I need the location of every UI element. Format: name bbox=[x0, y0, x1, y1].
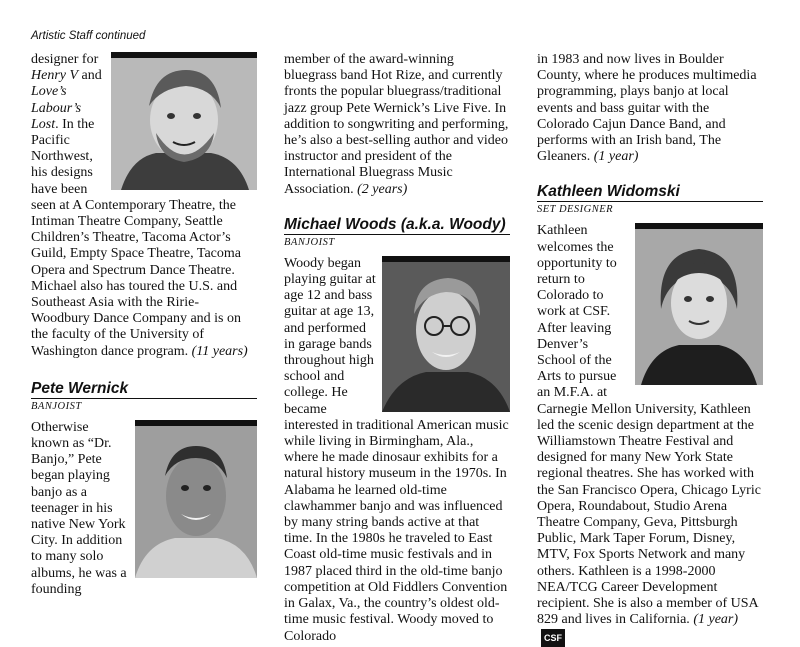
running-head: Artistic Staff continued bbox=[31, 30, 146, 42]
woods-tenure: (1 year) bbox=[593, 149, 639, 165]
wernick-name: Pete Wernick bbox=[31, 379, 129, 397]
column-1 bbox=[31, 52, 257, 598]
csf-end-mark: CSF bbox=[541, 629, 565, 647]
headshot-michael bbox=[111, 52, 257, 190]
woods-name: Michael Woods (a.k.a. Woody) bbox=[284, 215, 506, 233]
woods-bio-part1: Woody began playing guitar at age 12 and bass guitar at age 13, and performed in garage bands throughout high school and college. He became interested in traditional American music while living in Birmingham, Ala., where he made dinosaur exhibits for a natural history museum in the 1970s. In Alabama he learned old-time clawhammer banjo and was influenced by many string bands active at that time. In the 1980s he traveled to East Coast old-time music festivals and in 1987 placed third in the old-time banjo competition at Old Fiddlers Convention in Galax, Va., the country’s oldest old-time music festival. Woody moved to Colorado bbox=[284, 255, 509, 644]
woods-role: BANJOIST bbox=[284, 234, 510, 248]
michael-bio: designer for Henry V and Love’s Labour’s Lost. In the Pacific Northwest, his designs have been seen at A Contemporary Theatre, the Intiman Theatre Company, Seattle Children’s Theatre, Tacoma Actor’s Guild, Empty Space Theatre, Tacoma Opera and Spectrum Dance Theatre. Michael also has toured the U.S. and Southeast Asia with the Ririe-Woodbury Dance Company and is on the faculty of the University of Washington dance program. (11 years) bbox=[31, 52, 248, 359]
column-3 bbox=[537, 52, 763, 647]
widomski-tenure: (1 year) bbox=[693, 612, 739, 628]
wernick-bio-part2: member of the award-winning bluegrass band Hot Rize, and currently fronts the popular bluegrass/traditional jazz group Pete Wernick’s Live Five. In addition to songwriting and performing, he’s also a best-selling author and video instructor and president of the International Bluegrass Music Association. (2 years) bbox=[284, 52, 509, 197]
widomski-bio: Kathleen welcomes the opportunity to return to Colorado to work at CSF. After leaving Denver’s School of the Arts to pursue an M.F.A. at Carnegie Mellon University, Kathleen led the scenic design department at the Williamstown Theatre Festival and designed for many New York State regional theatres. She has worked with the San Francisco Opera, Chicago Lyric Opera, Roundabout, Studio Arena Theatre Company, Geva, Pittsburgh Public, Mark Taper Forum, Disney, MTV, Fox Sports Network and many others. Kathleen is a 1998-2000 NEA/TCG Career Development recipient. She is also a member of USA 829 and lives in California. (1 year)CSF bbox=[537, 223, 763, 646]
wernick-tenure: (2 years) bbox=[357, 181, 408, 197]
headshot-woods bbox=[382, 256, 510, 412]
headshot-wernick bbox=[135, 420, 257, 578]
michael-tenure: (11 years) bbox=[191, 343, 248, 359]
wernick-bio-part1: Otherwise known as “Dr. Banjo,” Pete began playing banjo as a teenager in his native New York City. In addition to many solo albums, he was a founding bbox=[31, 419, 127, 597]
widomski-name: Kathleen Widomski bbox=[537, 183, 680, 201]
headshot-widomski bbox=[635, 223, 763, 385]
widomski-role: SET DESIGNER bbox=[537, 201, 763, 215]
wernick-role: BANJOIST bbox=[31, 398, 257, 412]
woods-bio-part2: in 1983 and now lives in Boulder County, where he produces multimedia programming, plays banjo at local events and bass guitar with the Colorado Cajun Dance Band, and performs with an Irish band, The Gleaners. (1 year) bbox=[537, 52, 757, 165]
column-2 bbox=[284, 52, 510, 645]
